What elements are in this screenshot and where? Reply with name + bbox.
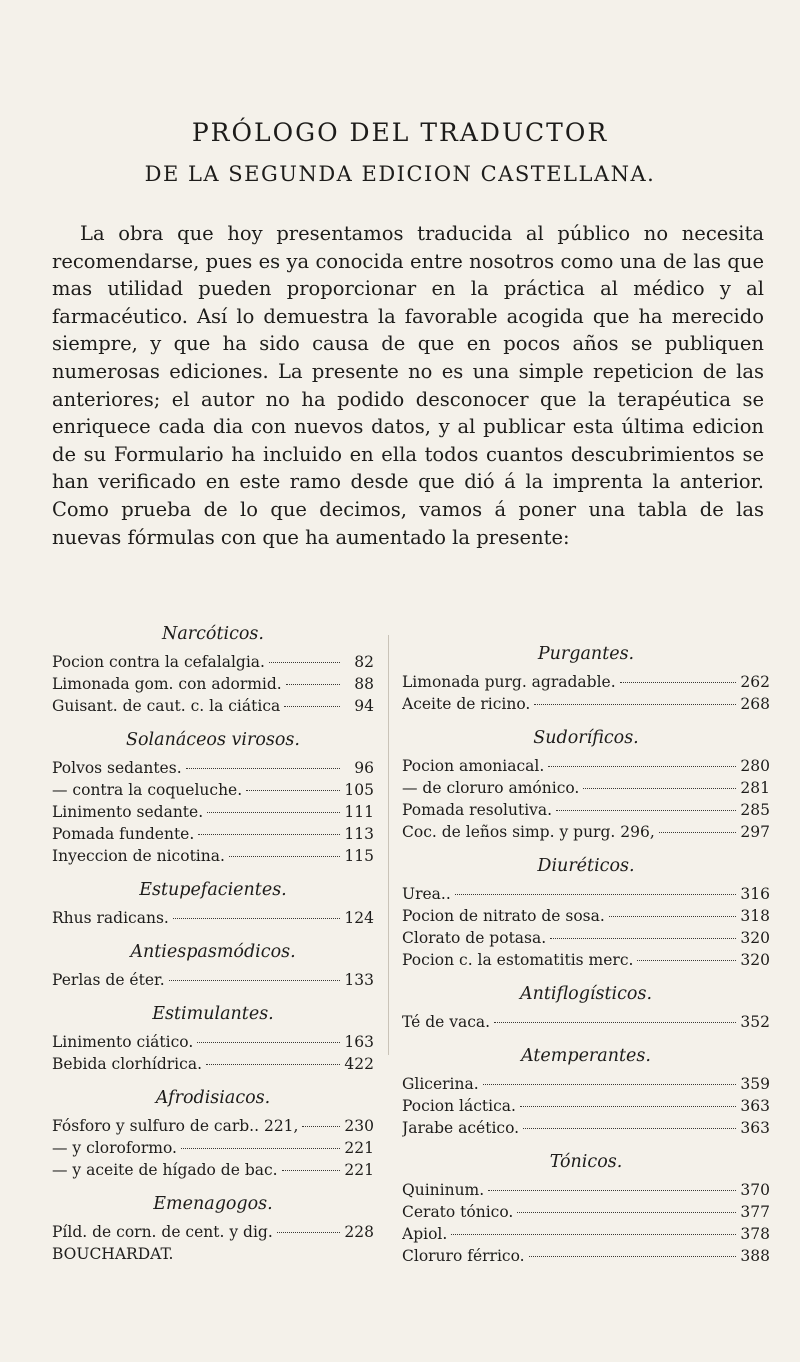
formula-name: BOUCHARDAT. — [52, 1245, 174, 1263]
formula-name: Pocion c. la estomatitis merc. — [402, 951, 634, 969]
dot-leader — [169, 980, 340, 981]
formula-name: Inyeccion de nicotina. — [52, 847, 225, 865]
formula-name: Limonada purg. agradable. — [402, 673, 616, 691]
dot-leader — [284, 706, 340, 707]
dot-leader — [207, 812, 340, 813]
formula-name: — contra la coqueluche. — [52, 781, 243, 799]
page-number: 105 — [344, 781, 374, 799]
page-number: 363 — [740, 1119, 770, 1137]
section-heading: Afrodisiacos. — [155, 1088, 271, 1108]
formula-entry — [52, 1137, 374, 1159]
section-heading: Sudoríficos. — [533, 728, 639, 748]
page-number: 111 — [344, 803, 374, 821]
formula-name: Cerato tónico. — [402, 1203, 514, 1221]
formula-entry — [52, 1031, 374, 1053]
section-heading: Tónicos. — [549, 1152, 623, 1172]
formula-name: Linimento ciático. — [52, 1033, 194, 1051]
page-number: 230 — [344, 1117, 374, 1135]
page-number: 113 — [344, 825, 374, 843]
dot-leader — [620, 682, 736, 683]
page-number: 221 — [344, 1161, 374, 1179]
formula-name: Coc. de leños simp. y purg. 296, — [402, 823, 655, 841]
page-title: PRÓLOGO DEL TRADUCTOR — [191, 118, 609, 147]
formula-name: Jarabe acético. — [402, 1119, 520, 1137]
formula-entry — [52, 823, 374, 845]
formula-entry — [402, 693, 770, 715]
dot-leader — [520, 1106, 736, 1107]
formula-entry — [402, 883, 770, 905]
formula-name: — y aceite de hígado de bac. — [52, 1161, 278, 1179]
section-heading: Narcóticos. — [162, 624, 264, 644]
formula-entry — [402, 1095, 770, 1117]
dot-leader — [517, 1212, 736, 1213]
formula-entry — [402, 1117, 770, 1139]
formula-entry — [402, 799, 770, 821]
page-number: 363 — [740, 1097, 770, 1115]
page-number: 262 — [740, 673, 770, 691]
dot-leader — [556, 810, 736, 811]
page-number: 82 — [354, 653, 374, 671]
page-number: 318 — [740, 907, 770, 925]
formula-entry — [52, 1243, 374, 1265]
formula-entry — [402, 1201, 770, 1223]
section-heading: Estimulantes. — [152, 1004, 274, 1024]
formula-entry — [52, 1159, 374, 1181]
formula-entry — [402, 1245, 770, 1267]
dot-leader — [494, 1022, 736, 1023]
formula-entry — [402, 927, 770, 949]
page-number: 359 — [740, 1075, 770, 1093]
column-divider — [388, 635, 389, 1055]
dot-leader — [186, 768, 340, 769]
formula-name: Pocion láctica. — [402, 1097, 516, 1115]
formula-entry — [52, 1053, 374, 1075]
formula-name: Té de vaca. — [402, 1013, 491, 1031]
formula-entry — [402, 755, 770, 777]
formula-index-left-column — [52, 623, 374, 1265]
dot-leader — [529, 1256, 736, 1257]
formula-entry — [402, 1011, 770, 1033]
formula-name: Bebida clorhídrica. — [52, 1055, 202, 1073]
page-number: 163 — [344, 1033, 374, 1051]
dot-leader — [277, 1232, 340, 1233]
formula-name: Guisant. de caut. c. la ciática — [52, 697, 281, 715]
page-number: 388 — [740, 1247, 770, 1265]
dot-leader — [488, 1190, 736, 1191]
formula-name: Rhus radicans. — [52, 909, 169, 927]
dot-leader — [609, 916, 736, 917]
page-number: 378 — [740, 1225, 770, 1243]
dot-leader — [229, 856, 340, 857]
formula-index-right-column — [402, 643, 770, 1267]
formula-name: Polvos sedantes. — [52, 759, 182, 777]
page-number: 88 — [354, 675, 374, 693]
page-number: 221 — [344, 1139, 374, 1157]
formula-name: Pocion de nitrato de sosa. — [402, 907, 605, 925]
dot-leader — [181, 1148, 340, 1149]
dot-leader — [548, 766, 736, 767]
section-heading: Estupefacientes. — [139, 880, 287, 900]
page-number: 280 — [740, 757, 770, 775]
page-number: 285 — [740, 801, 770, 819]
formula-entry — [402, 777, 770, 799]
formula-entry — [52, 845, 374, 867]
formula-entry — [402, 905, 770, 927]
page-number: 96 — [354, 759, 374, 777]
dot-leader — [282, 1170, 340, 1171]
dot-leader — [206, 1064, 340, 1065]
dot-leader — [197, 1042, 340, 1043]
formula-name: Pomada resolutiva. — [402, 801, 553, 819]
formula-entry — [52, 779, 374, 801]
formula-entry — [52, 907, 374, 929]
formula-name: Aceite de ricino. — [402, 695, 531, 713]
dot-leader — [198, 834, 340, 835]
formula-name: Pocion contra la cefalalgia. — [52, 653, 265, 671]
page-number: 268 — [740, 695, 770, 713]
formula-name: Pomada fundente. — [52, 825, 195, 843]
section-heading: Diuréticos. — [537, 856, 635, 876]
formula-entry — [52, 801, 374, 823]
page-number: 297 — [740, 823, 770, 841]
dot-leader — [246, 790, 340, 791]
formula-name: Urea.. — [402, 885, 451, 903]
formula-name: Linimento sedante. — [52, 803, 204, 821]
formula-entry — [402, 1179, 770, 1201]
page-number: 320 — [740, 951, 770, 969]
page-number: 133 — [344, 971, 374, 989]
dot-leader — [302, 1126, 340, 1127]
dot-leader — [483, 1084, 736, 1085]
dot-leader — [523, 1128, 736, 1129]
formula-name: Apiol. — [402, 1225, 448, 1243]
formula-entry — [52, 673, 374, 695]
dot-leader — [659, 832, 736, 833]
formula-entry — [52, 1221, 374, 1243]
formula-entry — [402, 949, 770, 971]
formula-entry — [52, 757, 374, 779]
formula-entry — [402, 821, 770, 843]
formula-entry — [402, 1223, 770, 1245]
formula-name: — y cloroformo. — [52, 1139, 177, 1157]
dot-leader — [550, 938, 736, 939]
page-number: 352 — [740, 1013, 770, 1031]
page-subtitle: DE LA SEGUNDA EDICION CASTELLANA. — [144, 162, 656, 186]
formula-entry — [402, 1073, 770, 1095]
page-number: 94 — [354, 697, 374, 715]
dot-leader — [286, 684, 340, 685]
formula-entry — [52, 1115, 374, 1137]
formula-name: Pocion amoniacal. — [402, 757, 545, 775]
page-number: 281 — [740, 779, 770, 797]
formula-entry — [52, 651, 374, 673]
dot-leader — [637, 960, 736, 961]
formula-entry — [52, 969, 374, 991]
section-heading: Antiflogísticos. — [519, 984, 653, 1004]
page-number: 228 — [344, 1223, 374, 1241]
intro-paragraph-block — [52, 220, 764, 551]
section-heading: Atemperantes. — [521, 1046, 651, 1066]
dot-leader — [451, 1234, 736, 1235]
dot-leader — [455, 894, 736, 895]
page-number: 115 — [344, 847, 374, 865]
page-number: 377 — [740, 1203, 770, 1221]
page-number: 370 — [740, 1181, 770, 1199]
dot-leader — [173, 918, 340, 919]
formula-name: Cloruro férrico. — [402, 1247, 525, 1265]
section-heading: Solanáceos virosos. — [126, 730, 300, 750]
formula-entry — [52, 695, 374, 717]
formula-name: Perlas de éter. — [52, 971, 165, 989]
dot-leader — [583, 788, 736, 789]
page-number: 320 — [740, 929, 770, 947]
formula-name: Quininum. — [402, 1181, 485, 1199]
formula-name: Glicerina. — [402, 1075, 479, 1093]
dot-leader — [534, 704, 736, 705]
section-heading: Antiespasmódicos. — [130, 942, 296, 962]
formula-entry — [402, 671, 770, 693]
section-heading: Emenagogos. — [153, 1194, 273, 1214]
intro-paragraph: La obra que hoy presentamos traducida al público no necesita recomendarse, pues es ya conocida entre nosotros como una de las que mas utilidad pueden proporcionar en la práctica al médico y al farmacéutico. Así lo demuestra la favorable acogida que ha merecido siempre, y que ha sido causa de que en pocos años se publiquen numerosas ediciones. La presente no es una simple repeticion de las anteriores; el autor no ha podido desconocer que la terapéutica se enriquece cada dia con nuevos datos, y al publicar esta última edicion de su Formulario ha incluido en ella todos cuantos descubrimientos se han verificado en este ramo desde que dió á la imprenta la anterior. Como prueba de lo que decimos, vamos á poner una tabla de las nuevas fórmulas con que ha aumentado la presente: — [52, 222, 764, 549]
formula-name: Limonada gom. con adormid. — [52, 675, 282, 693]
section-heading: Purgantes. — [537, 644, 635, 664]
dot-leader — [269, 662, 340, 663]
formula-name: Clorato de potasa. — [402, 929, 547, 947]
formula-name: Píld. de corn. de cent. y dig. — [52, 1223, 273, 1241]
page-number: 124 — [344, 909, 374, 927]
page-number: 422 — [344, 1055, 374, 1073]
formula-name: Fósforo y sulfuro de carb.. 221, — [52, 1117, 299, 1135]
page-number: 316 — [740, 885, 770, 903]
formula-name: — de cloruro amónico. — [402, 779, 580, 797]
